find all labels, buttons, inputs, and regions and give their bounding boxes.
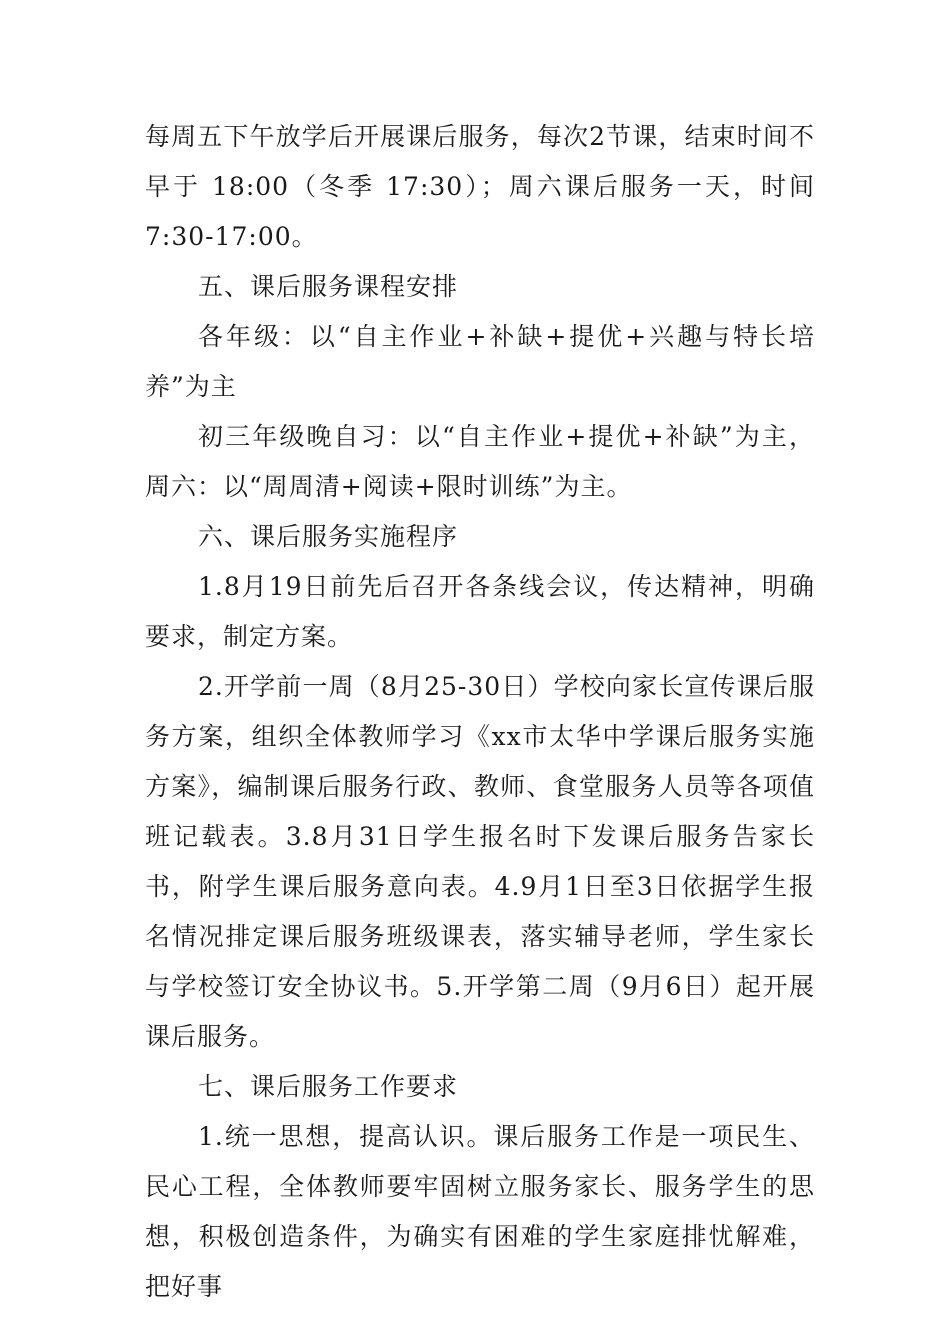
paragraph-steps-2-5: 2.开学前一周（8月25-30日）学校向家长宣传课后服务方案，组织全体教师学习《xx市太华中学课后服务实施方案》，编制课后服务行政、教师、食堂服务人员等各项值班记载表。3.8月31日学生报名时下发课后服务告家长书，附学生课后服务意向表。4.9月1日至3日依据学生报名情况排定课后服务班级课表，落实辅导老师，学生家长与学校签订安全协议书。5.开学第二周（9月6日）起开展课后服务。 (145, 672, 815, 1051)
section-heading-7: 七、课后服务工作要求 (198, 1072, 459, 1101)
document-body (145, 112, 815, 1312)
paragraph-grade-nine: 初三年级晚自习：以“自主作业+提优+补缺”为主，周六：以“周周清+阅读+限时训练”为主。 (145, 422, 815, 501)
paragraph-all-grades: 各年级：以“自主作业+补缺+提优+兴趣与特长培养”为主 (145, 322, 815, 401)
section-heading-5: 五、课后服务课程安排 (198, 272, 459, 301)
paragraph-schedule: 每周五下午放学后开展课后服务，每次2节课，结束时间不早于 18:00（冬季 17:30）；周六课后服务一天，时间7:30-17:00。 (145, 122, 815, 251)
paragraph-requirement-1: 1.统一思想，提高认识。课后服务工作是一项民生、民心工程，全体教师要牢固树立服务家长、服务学生的思想，积极创造条件，为确实有困难的学生家庭排忧解难，把好事 (145, 1122, 815, 1301)
section-heading-6: 六、课后服务实施程序 (198, 522, 459, 551)
paragraph-step-1: 1.8月19日前先后召开各条线会议，传达精神，明确要求，制定方案。 (145, 572, 815, 651)
